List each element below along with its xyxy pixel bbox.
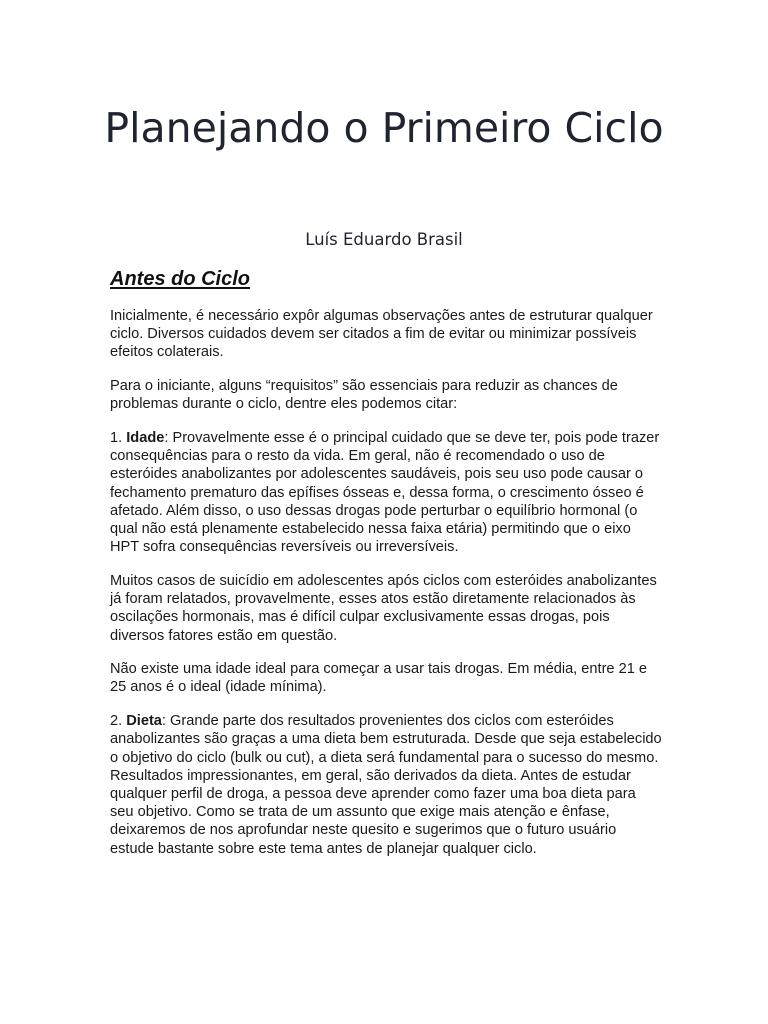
- document-title: Planejando o Primeiro Ciclo: [104, 104, 664, 152]
- paragraph-ideal-age: Não existe uma idade ideal para começar a usar tais drogas. Em média, entre 21 e 25 anos é o ideal (idade mínima).: [110, 661, 648, 696]
- section-heading: Antes do Ciclo: [110, 268, 251, 290]
- paragraph-intro: Inicialmente, é necessário expôr algumas observações antes de estruturar qualquer ciclo. Diversos cuidados devem ser citados a fim de evitar ou minimizar possíveis efeitos colaterais.: [110, 308, 653, 361]
- list-text-dieta: : Grande parte dos resultados provenientes dos ciclos com esteróides anabolizantes são graças a uma dieta bem estruturada. Desde que seja estabelecido o objetivo do ciclo (bulk ou cut), a dieta será fundamental para o sucesso do mesmo. Resultados impressionantes, em geral, são derivados da dieta. Antes de estudar qualquer perfil de droga, a pessoa deve aprender como fazer uma boa dieta para seu objetivo. Como se trata de um assunto que exige mais atenção e ênfase, deixaremos de nos aprofundar neste quesito e sugerimos que o futuro usuário estude bastante sobre este tema antes de planejar qualquer ciclo.: [110, 713, 662, 857]
- paragraph-idade: [110, 429, 662, 556]
- list-text-idade: : Provavelmente esse é o principal cuidado que se deve ter, pois pode trazer consequências para o resto da vida. Em geral, não é recomendado o uso de esteróides anabolizantes por adolescentes saudáveis, pois seu uso pode causar o fechamento prematuro das epífises ósseas e, dessa forma, o crescimento ósseo é afetado. Além disso, o uso dessas drogas pode perturbar o equilíbrio hormonal (o qual não está plenamente estabelecido nessa faixa etária) permitindo que o eixo HPT sofra consequências reversíveis ou irreversíveis.: [110, 430, 660, 556]
- document-author: Luís Eduardo Brasil: [305, 230, 463, 249]
- paragraph-suicide: Muitos casos de suicídio em adolescentes após ciclos com esteróides anabolizantes já foram relatados, provavelmente, esses atos estão diretamente relacionados às oscilações hormonais, mas é difícil culpar exclusivamente essas drogas, pois diversos fatores estão em questão.: [110, 572, 657, 644]
- paragraph-requirements: Para o iniciante, alguns “requisitos” são essenciais para reduzir as chances de problemas durante o ciclo, dentre eles podemos citar:: [110, 378, 618, 413]
- list-term-idade: Idade: [126, 430, 165, 447]
- list-number: 1.: [110, 430, 127, 447]
- document-body: [110, 307, 662, 873]
- list-number: 2.: [110, 713, 127, 730]
- paragraph-dieta: [110, 712, 662, 858]
- list-term-dieta: Dieta: [126, 713, 162, 730]
